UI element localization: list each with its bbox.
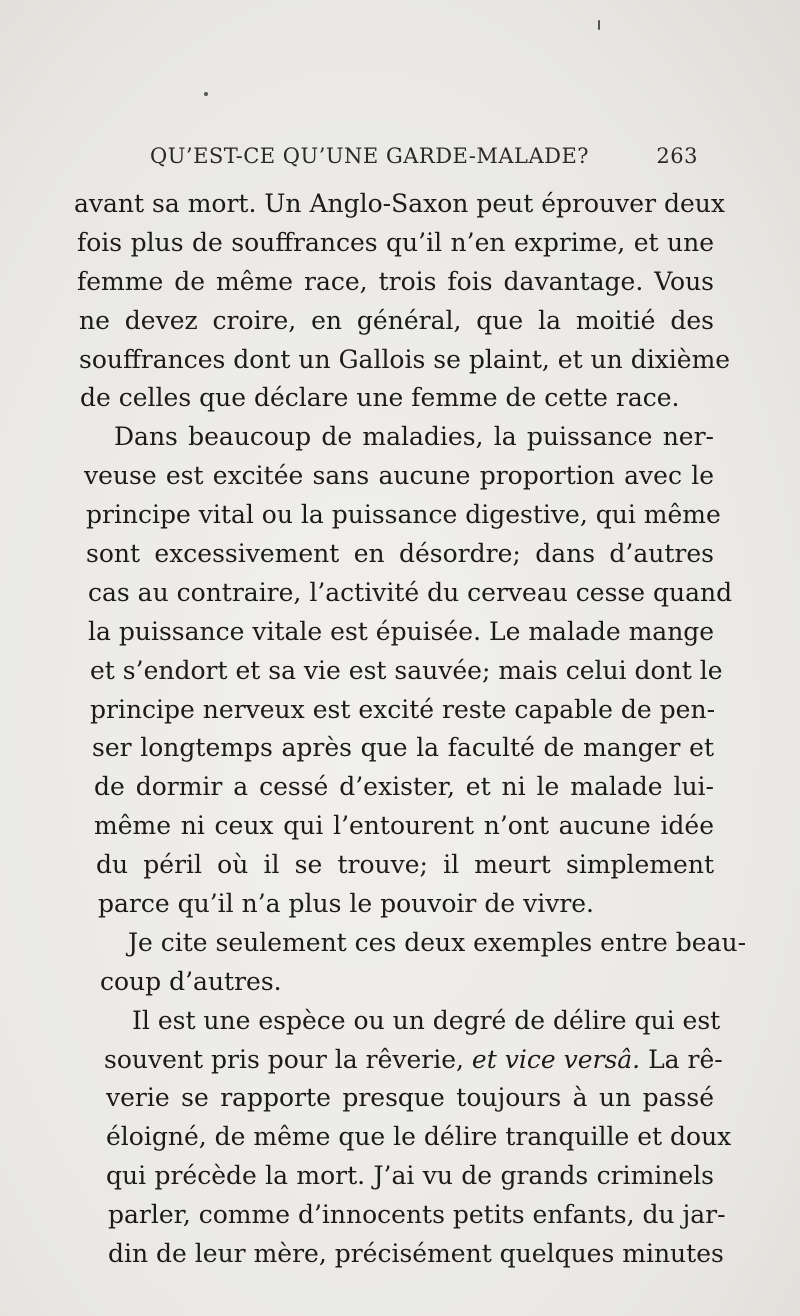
print-speck: [598, 20, 600, 30]
text-line: parce qu’il n’a plus le pouvoir de vivre.: [98, 889, 595, 919]
text-line: ser longtemps après que la faculté de manger et: [92, 733, 714, 763]
text-line: et s’endort et sa vie est sauvée; mais celui dont le: [90, 655, 723, 685]
text-segment: La rê-: [640, 1044, 723, 1074]
text-line: ne devez croire, en général, que la moitié des: [79, 305, 714, 335]
body-text: [74, 185, 747, 1274]
print-speck: [204, 92, 208, 96]
text-line: din de leur mère, précisément quelques minutes: [108, 1239, 724, 1269]
page-number: 263: [656, 144, 698, 168]
text-line: [74, 1002, 721, 1041]
text-line: qui précède la mort. J’ai vu de grands criminels: [106, 1161, 714, 1191]
text-line: avant sa mort. Un Anglo-Saxon peut éprouver deux: [74, 189, 725, 218]
text-line: sont excessivement en désordre; dans d’autres: [86, 539, 714, 569]
running-title: QU’EST-CE QU’UNE GARDE-MALADE?: [150, 144, 590, 168]
text-line: Dans beaucoup de maladies, la puissance ner-: [114, 422, 714, 452]
text-line: veuse est excitée sans aucune proportion avec le: [84, 461, 714, 491]
italic-phrase: et vice versâ.: [471, 1044, 641, 1074]
text-line: souffrances dont un Gallois se plaint, et un dixième: [79, 344, 731, 374]
text-line: coup d’autres.: [100, 966, 282, 996]
text-line: éloigné, de même que le délire tranquille et doux: [106, 1122, 732, 1152]
text-line: de dormir a cessé d’exister, et ni le malade lui-: [94, 772, 714, 802]
text-line: principe nerveux est excité reste capable de pen-: [90, 694, 716, 724]
text-line: Je cite seulement ces deux exemples entre beau-: [128, 927, 747, 957]
text-line: même ni ceux qui l’entourent n’ont aucune idée: [94, 811, 714, 841]
text-segment: souvent pris pour la rêverie,: [104, 1044, 472, 1074]
text-line: parler, comme d’innocents petits enfants, du jar-: [108, 1200, 726, 1230]
text-segment: Il est une espèce ou un degré de délire qui est: [132, 1005, 721, 1035]
text-line: fois plus de souffrances qu’il n’en exprime, et une: [77, 227, 714, 257]
text-line: de celles que déclare une femme de cette race.: [80, 383, 680, 413]
text-line: verie se rapporte presque toujours à un passé: [106, 1083, 714, 1113]
text-line: cas au contraire, l’activité du cerveau cesse quand: [88, 577, 733, 607]
text-line: principe vital ou la puissance digestive, qui même: [86, 500, 721, 530]
text-line: du péril où il se trouve; il meurt simplement: [96, 850, 714, 880]
text-line: la puissance vitale est épuisée. Le malade mange: [88, 616, 715, 646]
text-line: [74, 1041, 723, 1080]
text-line: femme de même race, trois fois davantage. Vous: [77, 266, 714, 296]
